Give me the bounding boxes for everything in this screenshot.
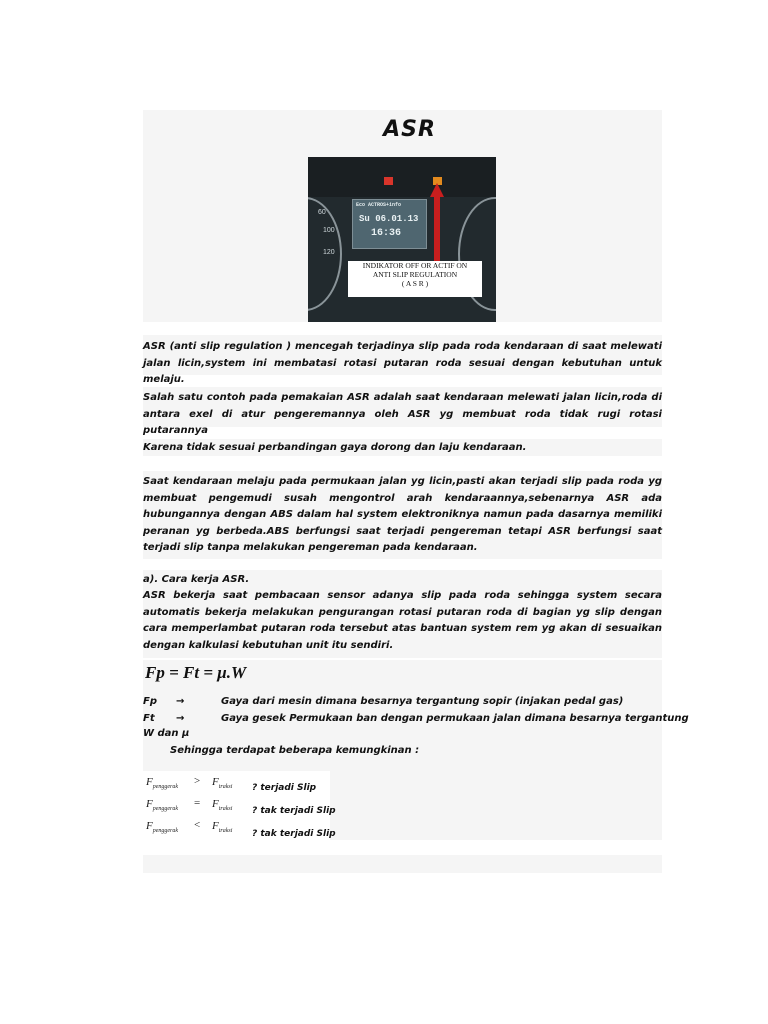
red-arrow-icon [308, 157, 496, 322]
comparison-operator: = [194, 797, 201, 809]
intro-paragraph: ASR (anti slip regulation ) mencegah terjadinya slip pada roda kendaraan di saat melewati jalan licin,system ini membatasi rotasi putaran roda sesuai dengan kebutuhan untuk melaju. [143, 341, 662, 385]
callout-line-1: INDIKATOR OFF OR ACTIF ON [362, 261, 468, 270]
force-drive-symbol: $F_{penggerak}$ [146, 820, 179, 834]
callout-line-3: ( A S R ) [401, 279, 429, 288]
force-traction-symbol: $F_{traksi}$ [212, 798, 233, 812]
condition-result: ? tak terjadi Slip [252, 806, 336, 816]
bottom-panel [143, 855, 662, 873]
fp-symbol: Fp [143, 696, 157, 707]
abs-paragraph: Saat kendaraan melaju pada permukaan jalan yg licin,pasti akan terjadi slip pada roda yg membuat pengemudi susah mengontrol arah kendaraannya,sebenarnya ASR ada hubungannya dengan ABS dalam hal system elektroniknya namun pada dasarnya memiliki peranan yg berbeda.ABS berfungsi saat terjadi pengereman tetapi ASR berfungsi saat terjadi slip tanpa melakukan pengereman pada kendaraan. [143, 476, 662, 553]
ft-description-continued: W dan μ [143, 728, 190, 739]
display-date: Su 06.01.13 [359, 214, 419, 224]
ft-symbol: Ft [143, 713, 155, 724]
indicator-callout [348, 261, 482, 297]
condition-result: ? tak terjadi Slip [252, 829, 336, 839]
work-paragraph: ASR bekerja saat pembacaan sensor adanya slip pada roda sehingga system secara automatis bekerja melakukan pengurangan rotasi putaran roda di bagian yg slip dengan cara memperlambat putaran roda tersebut atas bantuan system rem yg akan di sesuaikan dengan kalkulasi kebutuhan unit itu sendiri. [143, 590, 662, 651]
ft-row [143, 713, 689, 724]
display-top-text: Eco ACTROS+info [356, 202, 402, 208]
condition-result: ? terjadi Slip [252, 783, 317, 793]
reason-paragraph: Karena tidak sesuai perbandingan gaya dorong dan laju kendaraan. [143, 442, 527, 453]
fp-arrow-icon: → [176, 696, 185, 707]
force-traction-symbol: $F_{traksi}$ [212, 776, 233, 790]
dashboard-image [308, 157, 496, 322]
speed-tick-60: 60 [318, 209, 326, 216]
force-drive-symbol: $F_{penggerak}$ [146, 776, 179, 790]
comparison-operator: < [194, 819, 201, 831]
force-traction-symbol: $F_{traksi}$ [212, 820, 233, 834]
main-formula: Fp = Ft = μ.W [145, 663, 247, 682]
force-drive-symbol: $F_{penggerak}$ [146, 798, 179, 812]
callout-line-2: ANTI SLIP REGULATION [372, 270, 458, 279]
example-paragraph: Salah satu contoh pada pemakaian ASR adalah saat kendaraan melewati jalan licin,roda di antara exel di atur pengeremannya oleh ASR yg membuat roda tidak rugi rotasi putarannya [143, 392, 662, 436]
fp-description: Gaya dari mesin dimana besarnya tergantung sopir (injakan pedal gas) [221, 696, 624, 707]
work-heading: a). Cara kerja ASR. [143, 574, 250, 585]
ft-description: Gaya gesek Permukaan ban dengan permukaan jalan dimana besarnya tergantung [221, 713, 689, 724]
comparison-operator: > [194, 775, 201, 787]
fp-row [143, 696, 624, 707]
speed-tick-120: 120 [323, 249, 335, 256]
ft-arrow-icon: → [176, 713, 185, 724]
display-time: 16:36 [371, 228, 402, 239]
page-title: ASR [383, 117, 436, 142]
possibilities-label: Sehingga terdapat beberapa kemungkinan : [170, 745, 420, 756]
speed-tick-100: 100 [323, 227, 335, 234]
